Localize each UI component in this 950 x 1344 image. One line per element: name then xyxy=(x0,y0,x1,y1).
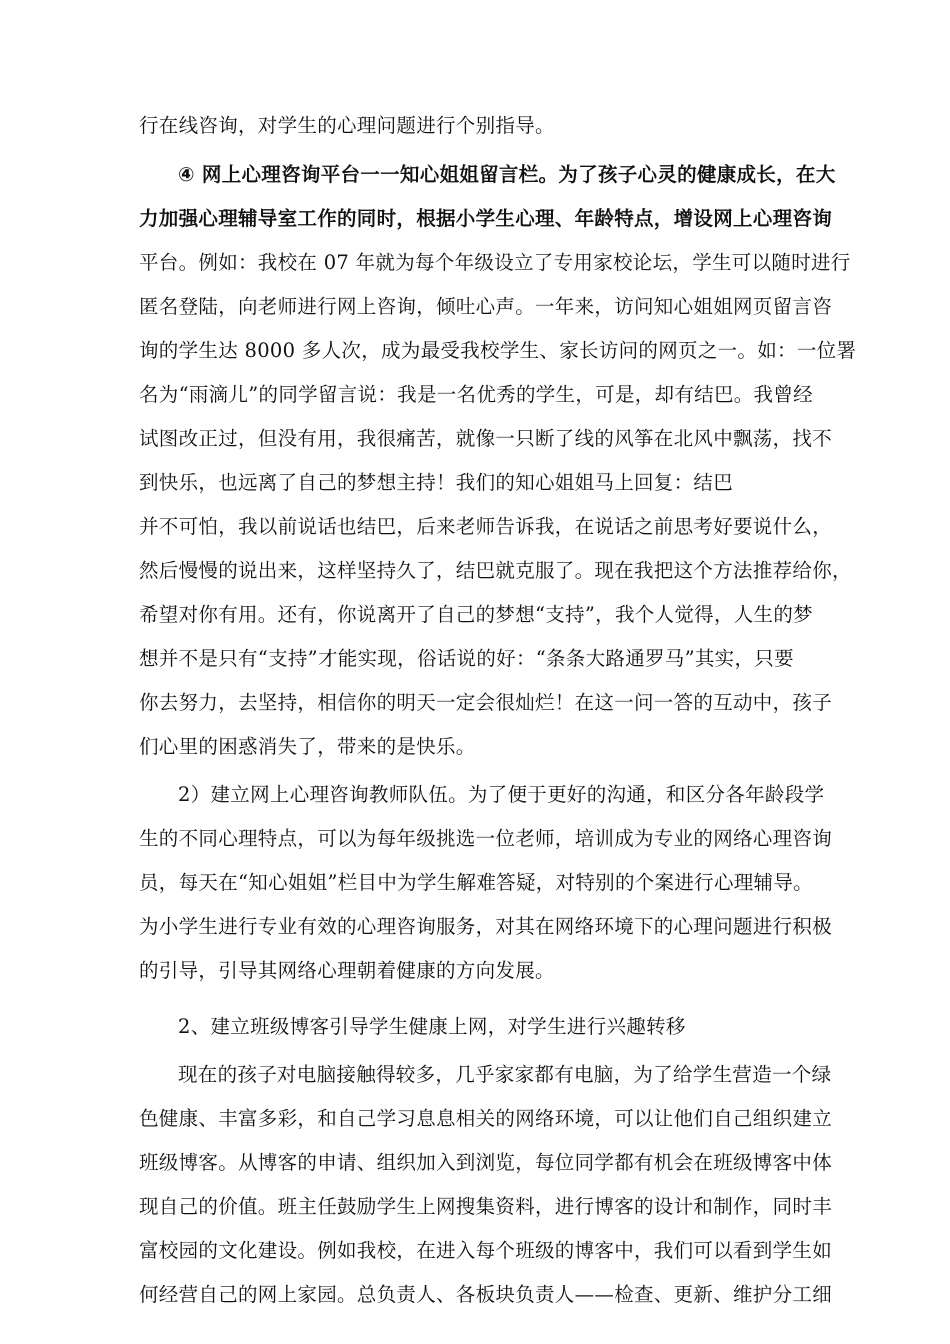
text-line: 班级博客。从博客的申请、组织加入到浏览，每位同学都有机会在班级博客中体 xyxy=(139,1151,833,1174)
text-line: 员，每天在“知心姐姐”栏目中为学生解难答疑，对特别的个案进行心理辅导。 xyxy=(139,871,813,894)
text-line: 现自己的价值。班主任鼓励学生上网搜集资料，进行博客的设计和制作，同时丰 xyxy=(139,1195,833,1218)
text-line: 匿名登陆，向老师进行网上咨询，倾吐心声。一年来，访问知心姐姐网页留言咨 xyxy=(139,295,833,318)
text-line: 想并不是只有“支持”才能实现，俗话说的好：“条条大路通罗马”其实，只要 xyxy=(139,647,794,670)
text-line: 2）建立网上心理咨询教师队伍。为了便于更好的沟通，和区分各年龄段学 xyxy=(178,783,825,806)
text-line: 现在的孩子对电脑接触得较多，几乎家家都有电脑，为了给学生营造一个绿 xyxy=(178,1063,832,1086)
text-line: 到快乐，也远离了自己的梦想主持！我们的知心姐姐马上回复：结巴 xyxy=(139,471,734,494)
text-line: 希望对你有用。还有，你说离开了自己的梦想“支持”，我个人觉得，人生的梦 xyxy=(139,603,813,626)
text-line: 名为“雨滴儿”的同学留言说：我是一名优秀的学生，可是，却有结巴。我曾经 xyxy=(139,383,813,406)
text-line: 生的不同心理特点，可以为每年级挑选一位老师，培训成为专业的网络心理咨询 xyxy=(139,827,833,850)
text-line: 色健康、丰富多彩，和自己学习息息相关的网络环境，可以让他们自己组织建立 xyxy=(139,1107,833,1130)
text-line: ④ 网上心理咨询平台一一知心姐姐留言栏。为了孩子心灵的健康成长，在大 xyxy=(178,163,836,186)
text-line: 并不可怕，我以前说话也结巴，后来老师告诉我，在说话之前思考好要说什么， xyxy=(139,515,833,538)
text-line: 平台。例如：我校在 07 年就为每个年级设立了专用家校论坛，学生可以随时进行 xyxy=(139,251,851,274)
text-line: 为小学生进行专业有效的心理咨询服务，对其在网络环境下的心理问题进行积极 xyxy=(139,915,833,938)
text-line: 力加强心理辅导室工作的同时，根据小学生心理、年龄特点，增设网上心理咨询 xyxy=(139,207,833,230)
text-line: 何经营自己的网上家园。总负责人、各板块负责人——检查、更新、维护分工细 xyxy=(139,1283,833,1306)
text-line: 的引导，引导其网络心理朝着健康的方向发展。 xyxy=(139,959,555,982)
text-line: 们心里的困惑消失了，带来的是快乐。 xyxy=(139,735,476,758)
text-line: 行在线咨询，对学生的心理问题进行个别指导。 xyxy=(139,114,555,137)
section-heading: 2、建立班级博客引导学生健康上网，对学生进行兴趣转移 xyxy=(178,1015,686,1038)
text-line: 然后慢慢的说出来，这样坚持久了，结巴就克服了。现在我把这个方法推荐给你， xyxy=(139,559,852,582)
text-line: 富校园的文化建设。例如我校，在进入每个班级的博客中，我们可以看到学生如 xyxy=(139,1239,833,1262)
text-line: 试图改正过，但没有用，我很痛苦，就像一只断了线的风筝在北风中飘荡，找不 xyxy=(139,427,833,450)
text-line: 你去努力，去坚持，相信你的明天一定会很灿烂！在这一问一答的互动中，孩子 xyxy=(139,691,833,714)
text-line: 询的学生达 8000 多人次，成为最受我校学生、家长访问的网页之一。如：一位署 xyxy=(139,339,857,362)
